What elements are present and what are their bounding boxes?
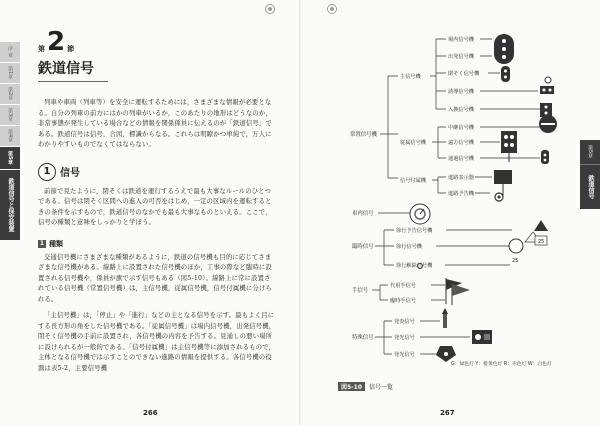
page-number-right: 267 [440,409,455,417]
side-tab-ch2: 第2章 [0,84,20,105]
item-slow-signal: 徐行信号機 [396,244,422,250]
cat-hand: 手信号 [352,288,369,294]
item-call-on-signal: 誘導信号機 [448,89,474,95]
item-temporary-hand: 臨時手信号 [390,298,416,304]
item-slow-warning: 徐行予告信号機 [396,228,433,234]
item-distant-signal: 遠方信号機 [448,140,474,146]
item-route-preindicator: 進路予告機 [448,191,474,197]
caption-text: 信号一覧 [369,384,394,391]
cat-special: 特殊信号 [352,335,374,341]
types-label: 種類 [49,239,63,248]
subsection-label: 信号 [60,168,80,179]
page-number-left: 266 [143,409,158,417]
page-title: 鉄道信号 [38,58,108,82]
cat-in-car: 車内信号 [352,211,374,217]
hand-flag-icon [446,278,470,305]
item-flare: 発炎信号 [394,319,415,325]
group-attached: 信号付属機 [400,178,426,184]
types-paragraph: 交通信号機にさまざまな種類があるように，鉄道の信号機も目的に応じてさまざまな信号機がある。線路上に設置された信号機のほか，工事の際など臨時に設置される信号機や，係員が旗で示す信号もある（図5-10）。線路上に常に設置されている信号機（常置信号機）は，主信号機，従属信号機，信号付属機に分けられる。 [38,253,272,303]
side-tab-ch3: 第3章 [0,105,20,126]
item-home-signal: 場内信号機 [448,37,474,43]
marker-speed-label: 25 [512,258,519,264]
group-primary: 主信号機 [400,74,421,80]
side-tab-ch5: 第5章 [0,147,20,170]
light-signal-icon [472,330,492,344]
passing-signal-icon [541,150,549,164]
right-tab-sub: 鉄道信号 [587,175,594,199]
item-light-2: 発光信号 [394,352,415,358]
cat-temporary: 臨時信号 [352,244,374,250]
home-signal-icon [494,34,514,64]
block-signal-icon [501,66,510,82]
figure-caption [338,382,393,391]
group-subordinate: 従属信号機 [400,140,426,146]
section-prefix: 第 [38,45,45,53]
main-signal-paragraph: 「主信号機」は，「停止」や「進行」などの主となる信号を示す。最もよく目にする長方形の角をした信号機である。「従属信号機」は場内信号機，出発信号機，閉そく信号機の手前に設置され，各信号機の内容を予告する。見通しの悪い場所に設けられるが一般的である。「信号付属機」は主信号機等に添加されるもので，主体となる信号機では示すことのできない進路の情報を提供する。各信号機の役割は表5-2，主要信号機 [38,312,276,372]
item-substitute-hand: 代用手信号 [390,283,416,289]
item-departure-signal: 出発信号機 [448,54,474,60]
subsection-number: 1 [38,163,56,181]
item-shunting-signal: 入換信号機 [448,107,474,113]
side-tab-ch4: 第4章 [0,126,20,147]
call-on-signal-icon [540,77,554,94]
item-slow-release: 徐行解除信号機 [396,263,433,269]
repeater-signal-icon [539,115,557,133]
item-passing-signal: 通過信号機 [448,156,474,162]
flare-icon [442,308,448,328]
caption-tag: 図5-10 [338,382,365,391]
item-repeater-signal: 中継信号機 [448,125,474,131]
marker-25-label: 25 [538,239,545,245]
side-tab-current-sub: 鉄道信号と保安装置 [0,170,20,240]
side-tab-intro: 序 章 [0,42,20,63]
signal-paragraph: 前節で見たように，閉そくは鉄道を運行するうえで最も大事なルールのひとつである。信号は閉そく区間への進入の可否をはじめ，一定の区域内を運転するときの条件を示すもので，鉄道信号のなかでも最も大事なものといえる。ここで，信号の種類と意味をしっかりと学ぼう。 [38,187,272,226]
route-preindicator-icon [495,193,503,201]
item-block-signal: 閉そく信号機 [448,71,480,77]
slow-signal-icon [509,239,523,264]
intro-paragraph: 列車や車両（列車等）を安全に運転するためには，さまざまな情報が必要となる。自分の列車の前方にはかの列車がいるか，このあたりの地形はどうなのか，非常事態が発生している場合などの情報を関係係員に伝えるのが「鉄道信号」である。鉄道信号は信号，合図，標識からなる。これらは明瞭かつ単純で，万人にわかりやすいものでなくてはならない。 [38,99,272,148]
route-indicator-icon [494,170,512,196]
cat-main: 常置信号機 [350,132,377,138]
section-suffix: 節 [67,45,75,53]
item-route-indicator: 進路表示器 [448,175,474,181]
right-tab-chapter: 第5章 [580,140,600,165]
side-tab-ch1: 第1章 [0,63,20,84]
slow-warning-icon [525,220,548,245]
section-number: 2 [47,27,66,57]
item-light-1: 発光信号 [394,335,415,341]
color-legend: G：緑色灯 Y：橙黄色灯 R：赤色灯 W：白色灯 [451,362,552,367]
shunting-signal-icon [540,103,552,117]
distant-signal-icon [501,131,517,162]
in-car-signal-icon [410,204,430,224]
types-number: 1 [39,239,45,247]
